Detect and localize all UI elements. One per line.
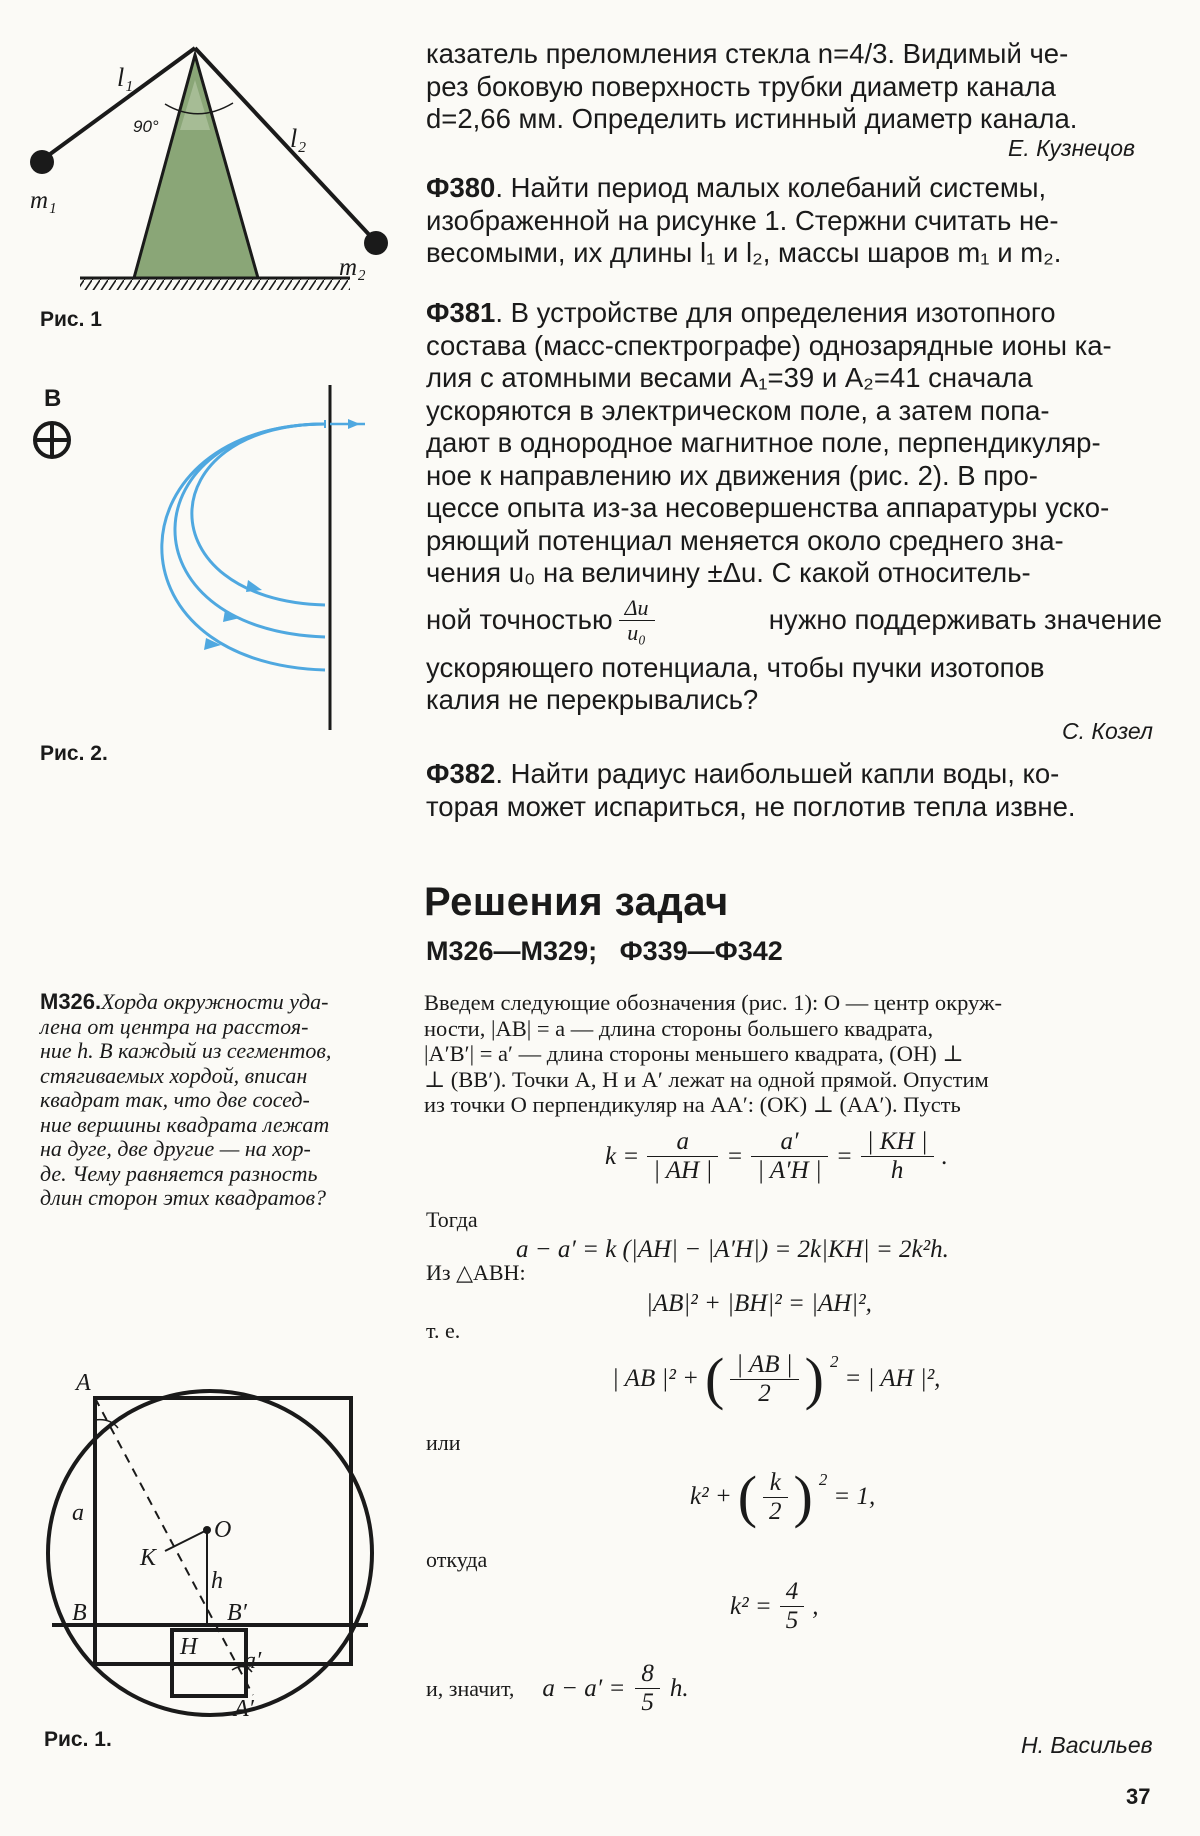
problem-f381: Ф381. В устройстве для определения изотопного состава (масс-спектрографе) однозарядные ионы ка- лия с атомными весами A₁=39 и A₂=41 сначала ускоряются в электрическом поле, а затем попа- дают в однородное магнитное поле, перпендикуляр- ное к направлению их движения (рис. 2). В про- цессе опыта из-за несовершенства аппаратуры уско- ряющий потенциал меняется около среднего зна- чения u₀ на величину ±Δu. С какой относитель- ной точностью $\frac{\Delta u}{\text{u₀}}$ нужно поддерживать значение ускоряющего потенциала, чтобы пучки изотопов калия не перекрывались? bbox=[426, 297, 1162, 715]
section-heading: Решения задач bbox=[424, 880, 729, 924]
equation-k-ratio: k = $\frac{a}{| AH |}$ = $\frac{a'}{| A'H |}$ = $\frac{| KH |}{h}$ . bbox=[605, 1128, 948, 1184]
equation-ab-squared: | AB |² + ( $\frac{| AB |}{2}$ ) $^2$ = | AH |², bbox=[612, 1346, 941, 1411]
section-subheading: М326—М329; Ф339—Ф342 bbox=[426, 936, 783, 966]
problem-f380-label: Ф380 bbox=[426, 172, 496, 203]
label-h: h bbox=[211, 1568, 223, 1594]
word-te: т. е. bbox=[426, 1318, 461, 1343]
ball-m1 bbox=[30, 150, 54, 174]
label-A-prime: A′ bbox=[234, 1696, 254, 1722]
label-a-prime: a′ bbox=[244, 1648, 262, 1674]
word-iz: Из △ABH: bbox=[426, 1260, 526, 1285]
fraction-du-u0: $\frac{\Delta u}{\text{u₀}}$ bbox=[619, 596, 655, 645]
ion-path-1 bbox=[192, 424, 325, 605]
author-kozel: С. Козел bbox=[1062, 718, 1153, 744]
equation-difference: a − a′ = k (|AH| − |A′H|) = 2k|KH| = 2k²h. bbox=[516, 1236, 949, 1263]
label-a: a bbox=[72, 1500, 84, 1526]
solution-intro: Введем следующие обозначения (рис. 1): O — центр окруж- ности, |AB| = a — длина стороны большего квадрата, |A′B′| = a′ — длина стороны меньшего квадрата, (OH) ⊥ ⊥ (BB′). Точки A, H и A′ лежат на одной прямой. Опустим из точки O перпендикуляр на AA′: (OK) ⊥ (AA′). Пусть bbox=[424, 990, 1003, 1117]
ion-path-2 bbox=[175, 424, 325, 637]
b-field-symbol bbox=[35, 423, 69, 457]
problem-f379-tail: казатель преломления стекла n=4/3. Видимый че- рез боковую поверхность трубки диаметр канала d=2,66 мм. Определить истинный диаметр канала. bbox=[426, 38, 1078, 134]
problem-f381-label: Ф381 bbox=[426, 297, 496, 328]
word-togda: Тогда bbox=[426, 1207, 478, 1232]
author-kuznetsov: Е. Кузнецов bbox=[1008, 135, 1136, 161]
fig3-caption: Рис. 1. bbox=[44, 1728, 112, 1751]
ground-hatch bbox=[80, 278, 350, 290]
figure-pendulum bbox=[20, 40, 400, 290]
label-H: H bbox=[180, 1634, 198, 1660]
equation-pythagoras: |AB|² + |BH|² = |AH|², bbox=[646, 1290, 872, 1317]
fig2-caption: Рис. 2. bbox=[40, 742, 108, 765]
label-l2: l₂ bbox=[290, 124, 307, 153]
label-O: O bbox=[214, 1517, 232, 1543]
problem-f380: Ф380. Найти период малых колебаний системы, изображенной на рисунке 1. Стержни считать не- весомыми, их длины l₁ и l₂, массы шаров m₁ и m₂. bbox=[426, 172, 1062, 268]
figure-spectrograph bbox=[20, 380, 380, 740]
label-m1: m₁ bbox=[30, 187, 57, 214]
label-A: A bbox=[76, 1370, 91, 1396]
ball-m2 bbox=[364, 231, 388, 255]
b-field-label: B bbox=[44, 385, 62, 412]
author-vasiliev: Н. Васильев bbox=[1021, 1732, 1153, 1758]
problem-m326-label: М326. bbox=[40, 989, 102, 1014]
word-otkuda: откуда bbox=[426, 1547, 488, 1572]
problem-f382: Ф382. Найти радиус наибольшей капли воды, ко- торая может испариться, не поглотив тепла извне. bbox=[426, 758, 1076, 822]
fig1-caption: Рис. 1 bbox=[40, 308, 102, 331]
problem-f382-label: Ф382 bbox=[426, 758, 496, 789]
label-B: B bbox=[72, 1600, 87, 1626]
label-K: K bbox=[140, 1545, 157, 1571]
final-answer: и, значит, a − a′ = $\frac{8}{5}$ h. bbox=[426, 1660, 689, 1716]
word-ili: или bbox=[426, 1430, 461, 1455]
label-m2: m₂ bbox=[339, 254, 366, 281]
problem-m326: М326.Хорда окружности уда- лена от центра на расстоя- ние h. В каждый из сегментов, стягиваемых хордой, вписан квадрат так, что две сосед- ние вершины квадрата лежат на дуге, две другие — на хор- де. Чему равняется разность длин сторон этих квадратов? bbox=[40, 989, 332, 1210]
center-O bbox=[203, 1526, 211, 1534]
equation-k-value: k² = $\frac{4}{5}$ , bbox=[730, 1578, 819, 1634]
ion-path-3 bbox=[162, 424, 325, 670]
equation-k-squared: k² + ( $\frac{k}{2}$ ) $^2$ = 1, bbox=[690, 1464, 876, 1529]
label-B-prime: B′ bbox=[227, 1600, 247, 1626]
label-l1: l₁ bbox=[117, 63, 134, 92]
page-number: 37 bbox=[1126, 1784, 1151, 1809]
label-angle: 90° bbox=[133, 117, 159, 136]
